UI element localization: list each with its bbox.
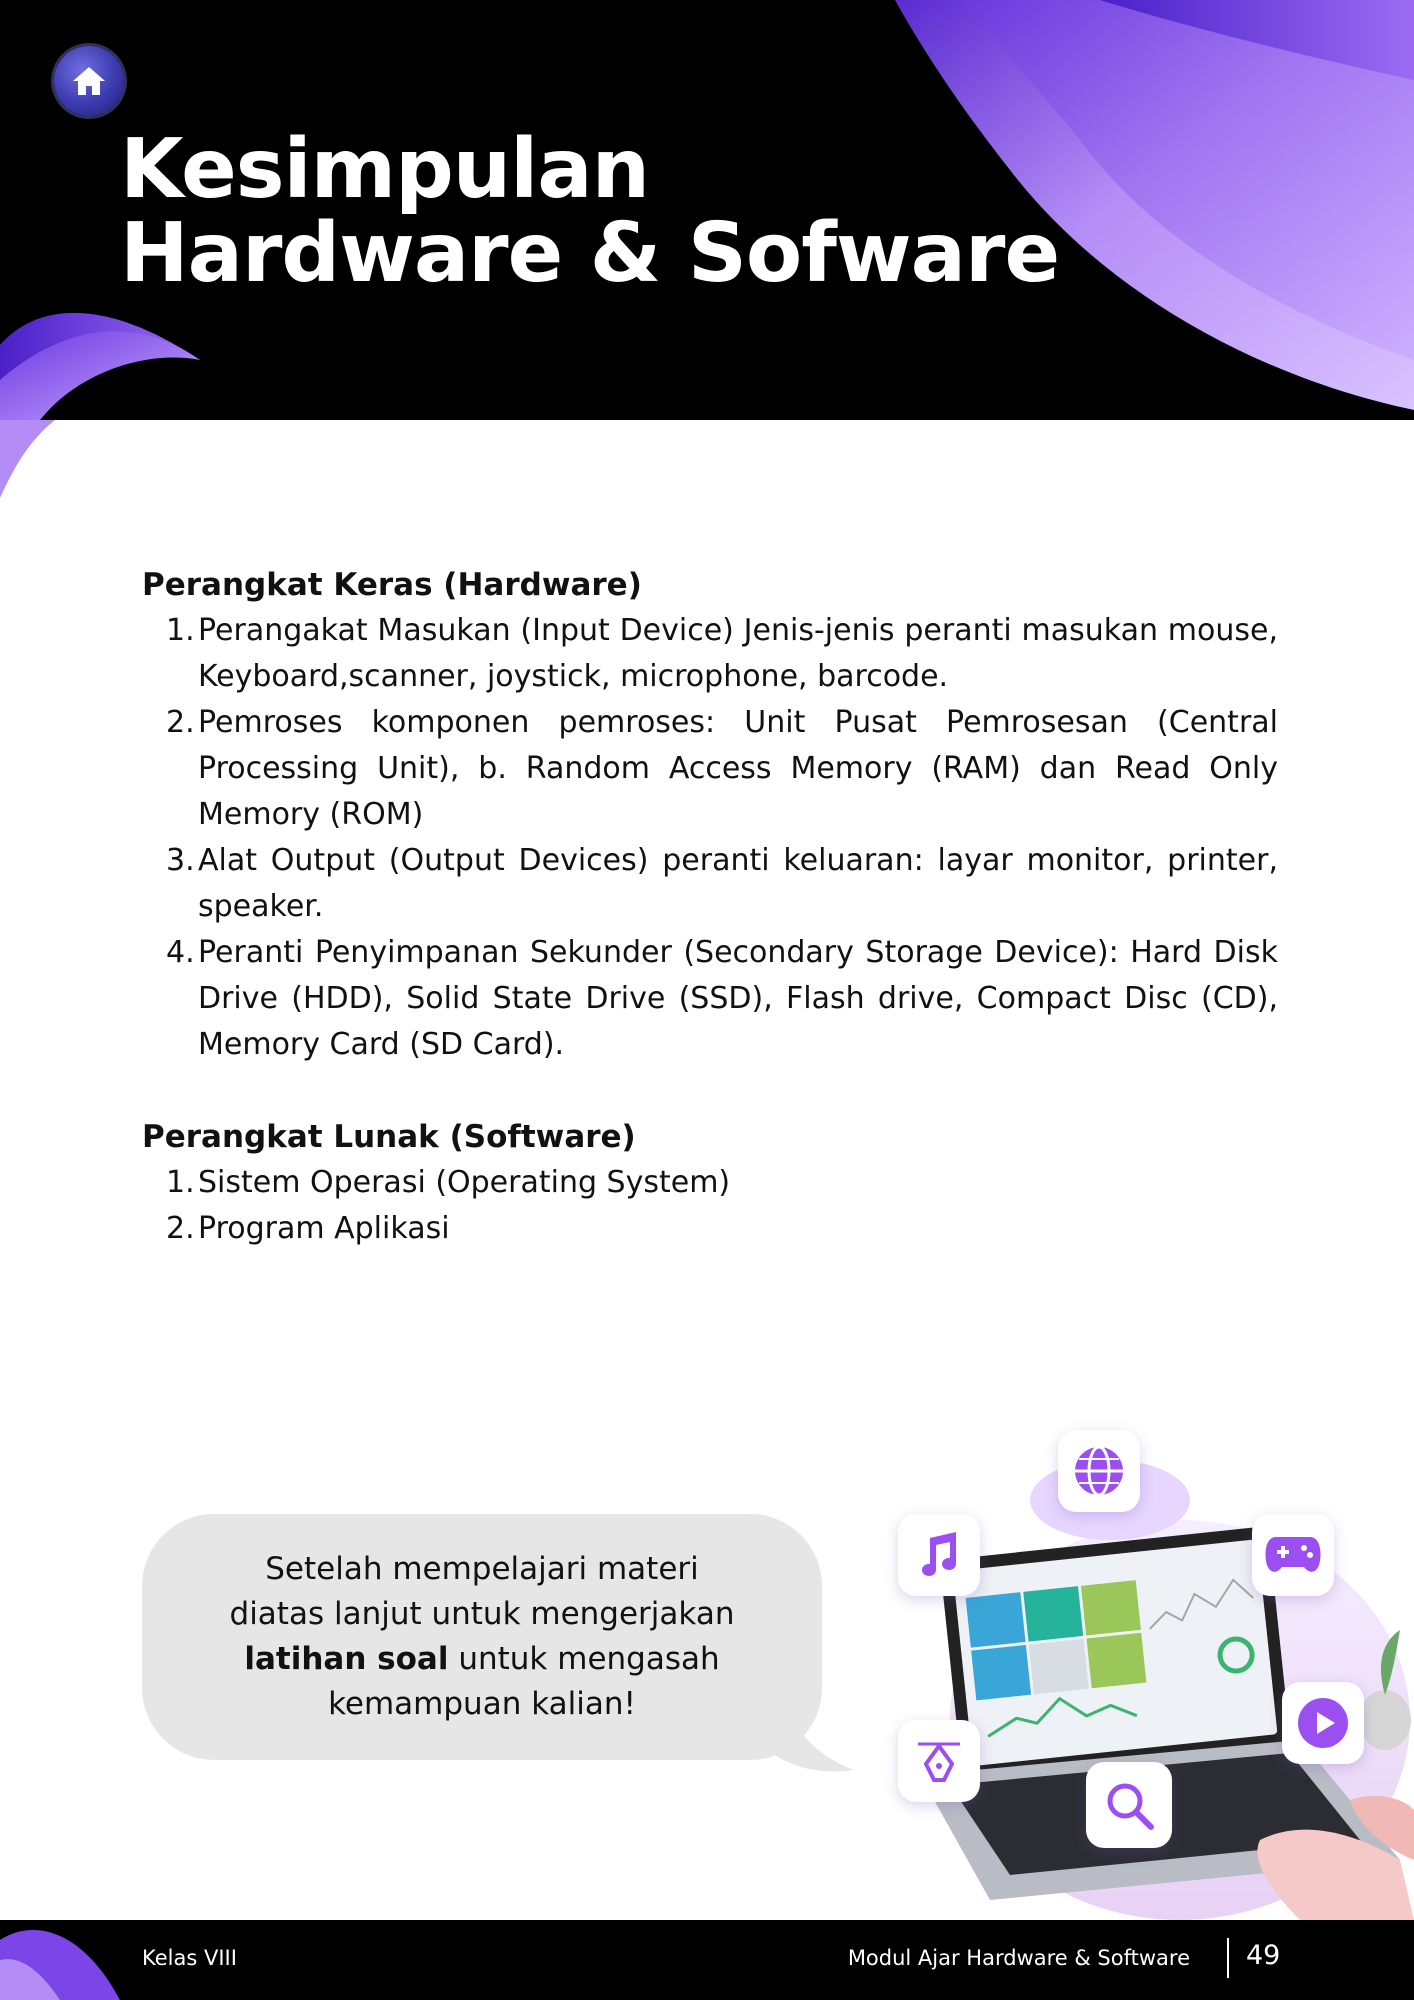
bubble-body (142, 1514, 822, 1760)
play-icon (1295, 1695, 1351, 1751)
list-item (142, 700, 1278, 838)
app-tile (898, 1720, 980, 1802)
item-text: Perangakat Masukan (Input Device) Jenis-jenis peranti masukan mouse, Keyboard,scanner, joystick, microphone, barcode. (198, 613, 1278, 694)
gamepad-icon (1264, 1533, 1322, 1577)
hardware-list (142, 608, 1278, 1068)
search-icon (1101, 1777, 1157, 1833)
title-line-1: Kesimpulan (120, 122, 649, 217)
software-heading: Perangkat Lunak (Software) (142, 1119, 636, 1155)
bubble-line-3: untuk mengasah (448, 1641, 720, 1677)
item-text: Alat Output (Output Devices) peranti keluaran: layar monitor, printer, speaker. (198, 843, 1278, 924)
app-tile (1086, 1762, 1172, 1848)
bubble-bold-text: latihan soal (244, 1641, 449, 1677)
item-text: Sistem Operasi (Operating System) (198, 1165, 731, 1200)
home-button[interactable] (54, 46, 124, 116)
item-number: 1. (166, 613, 195, 648)
footer-divider (1227, 1938, 1229, 1978)
item-text: Program Aplikasi (198, 1211, 450, 1246)
list-item (142, 608, 1278, 700)
item-number: 2. (166, 1211, 195, 1246)
summary-content (142, 562, 1278, 1252)
item-number: 3. (166, 843, 195, 878)
app-tile (1252, 1514, 1334, 1596)
pen-tool-icon (914, 1736, 964, 1786)
item-number: 1. (166, 1165, 195, 1200)
bubble-line-2: diatas lanjut untuk mengerjakan (229, 1596, 735, 1632)
item-number: 2. (166, 705, 195, 740)
footer-module-label: Modul Ajar Hardware & Software (847, 1946, 1190, 1970)
item-text: Peranti Penyimpanan Sekunder (Secondary Storage Device): Hard Disk Drive (HDD), Solid State Drive (SSD), Flash drive, Compact Disc (CD), Memory Card (SD Card). (198, 935, 1278, 1062)
globe-icon (1071, 1443, 1127, 1499)
app-tile (1058, 1430, 1140, 1512)
speech-bubble (142, 1514, 822, 1760)
list-item (142, 930, 1278, 1068)
title-line-2: Hardware & Sofware (120, 206, 1060, 301)
app-tile (1282, 1682, 1364, 1764)
bubble-line-1: Setelah mempelajari materi (265, 1551, 699, 1587)
page-footer (0, 1920, 1414, 2000)
item-text: Pemroses komponen pemroses: Unit Pusat Pemrosesan (Central Processing Unit), b. Random Access Memory (RAM) dan Read Only Memory (ROM) (198, 705, 1278, 832)
bubble-line-4: kemampuan kalian! (328, 1686, 636, 1722)
software-list (142, 1160, 1278, 1252)
music-icon (914, 1530, 964, 1580)
home-icon (71, 64, 107, 98)
bubble-text (230, 1547, 735, 1727)
page-number: 49 (1246, 1940, 1281, 1971)
list-item (142, 1206, 1278, 1252)
page-header (0, 0, 1414, 420)
item-number: 4. (166, 935, 195, 970)
list-item (142, 838, 1278, 930)
footer-class-label: Kelas VIII (142, 1946, 237, 1970)
list-item (142, 1160, 1278, 1206)
footer-ribbon-decoration (0, 1920, 130, 2000)
ribbon-tail-decoration (0, 420, 60, 500)
app-tile (898, 1514, 980, 1596)
laptop-illustration (880, 1420, 1414, 1920)
page-title (120, 122, 1060, 301)
hardware-heading: Perangkat Keras (Hardware) (142, 567, 642, 603)
